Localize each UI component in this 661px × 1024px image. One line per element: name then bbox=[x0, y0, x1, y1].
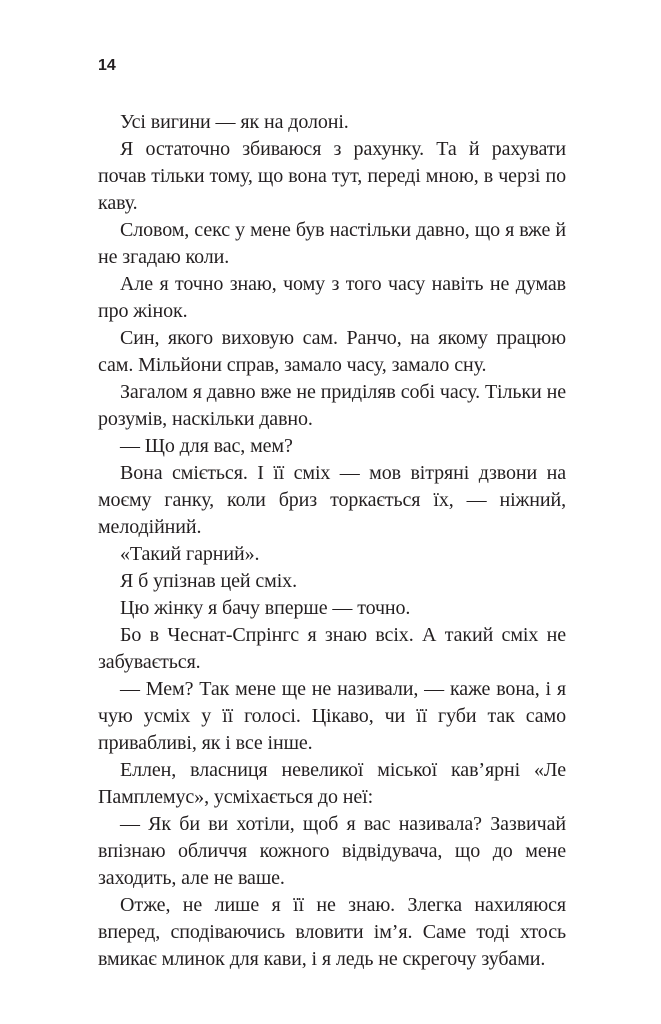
paragraph: Бо в Чеснат-Спрінгс я знаю всіх. А такий сміх не забувається. bbox=[98, 624, 566, 673]
body-text bbox=[98, 109, 566, 973]
paragraph: Словом, секс у мене був настільки давно, що я вже й не згадаю коли. bbox=[98, 219, 566, 268]
page-number: 14 bbox=[98, 57, 116, 74]
paragraph: — Що для вас, мем? bbox=[120, 435, 293, 457]
paragraph: Еллен, власниця невеликої міської кав’ярні «Ле Памплемус», усміхається до неї: bbox=[98, 759, 566, 808]
paragraph: Я остаточно збиваюся з рахунку. Та й рахувати почав тільки тому, що вона тут, переді мною, в черзі по каву. bbox=[98, 138, 566, 214]
paragraph: Я б упізнав цей сміх. bbox=[120, 570, 297, 592]
paragraph: Отже, не лише я її не знаю. Злегка нахиляюся вперед, сподіваючись вловити ім’я. Саме тоді хтось вмикає млинок для кави, і я ледь не скрегочу зубами. bbox=[98, 894, 566, 970]
paragraph: Але я точно знаю, чому з того часу навіть не думав про жінок. bbox=[98, 273, 566, 322]
paragraph: Цю жінку я бачу вперше — точно. bbox=[120, 597, 411, 619]
paragraph: Син, якого виховую сам. Ранчо, на якому працюю сам. Мільйони справ, замало часу, замало сну. bbox=[98, 327, 566, 376]
paragraph: Загалом я давно вже не приділяв собі часу. Тільки не розумів, наскільки давно. bbox=[98, 381, 566, 430]
paragraph: — Як би ви хотіли, щоб я вас називала? Зазвичай впізнаю обличчя кожного відвідувача, що до мене заходить, але не ваше. bbox=[98, 813, 566, 889]
paragraph: — Мем? Так мене ще не називали, — каже вона, і я чую усміх у її голосі. Цікаво, чи її губи так само привабливі, як і все інше. bbox=[98, 678, 566, 754]
paragraph: Вона сміється. І її сміх — мов вітряні дзвони на моєму ганку, коли бриз торкається їх, — ніжний, мелодійний. bbox=[98, 462, 566, 538]
paragraph: Усі вигини — як на долоні. bbox=[120, 111, 349, 133]
paragraph: «Такий гарний». bbox=[120, 543, 260, 565]
